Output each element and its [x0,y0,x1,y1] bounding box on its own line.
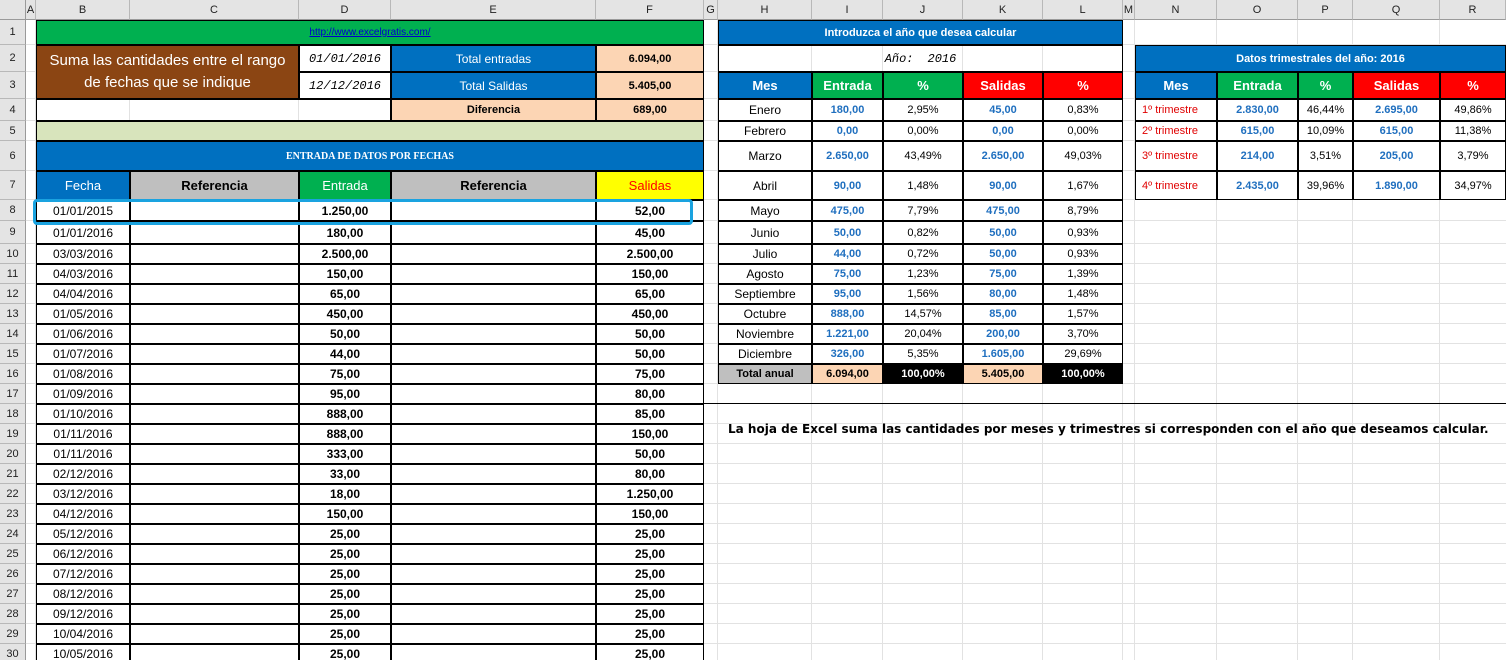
quarter-entrada[interactable]: 2.830,00 [1217,99,1298,121]
entry-amount-out[interactable]: 25,00 [596,564,704,584]
column-header[interactable]: M [1123,0,1135,20]
quarter-salidas-pct[interactable]: 49,86% [1440,99,1506,121]
title-cell[interactable]: Suma las cantidades entre el rango de fechas que se indique [36,45,299,99]
entry-amount-in[interactable]: 25,00 [299,624,391,644]
entry-ref-out[interactable] [391,304,596,324]
entry-date[interactable]: 10/05/2016 [36,644,130,660]
month-header-3[interactable]: Salidas [963,72,1043,99]
entry-date[interactable]: 08/12/2016 [36,584,130,604]
row-header[interactable]: 22 [0,484,26,504]
entry-ref-out[interactable] [391,284,596,304]
entry-amount-out[interactable]: 25,00 [596,524,704,544]
entry-header-3[interactable]: Referencia [391,171,596,200]
quarter-header-4[interactable]: % [1440,72,1506,99]
row-header[interactable]: 18 [0,404,26,424]
year-value[interactable]: 2016 [927,51,957,66]
row-header[interactable]: 16 [0,364,26,384]
entry-amount-out[interactable]: 80,00 [596,384,704,404]
month-entrada[interactable]: 180,00 [812,99,883,121]
column-header[interactable]: Q [1353,0,1440,20]
quarter-entrada-pct[interactable]: 39,96% [1298,171,1353,200]
row-header[interactable]: 6 [0,141,26,171]
entry-amount-in[interactable]: 33,00 [299,464,391,484]
entry-ref-out[interactable] [391,384,596,404]
entry-date[interactable]: 10/04/2016 [36,624,130,644]
entry-date[interactable]: 01/10/2016 [36,404,130,424]
column-header[interactable]: O [1217,0,1298,20]
note-text: La hoja de Excel suma las cantidades por meses y trimestres si corresponden con el año que deseamos calcular. [728,422,1489,436]
month-entrada[interactable]: 0,00 [812,121,883,141]
row-header[interactable]: 29 [0,624,26,644]
month-entrada[interactable]: 75,00 [812,264,883,284]
month-entrada-pct[interactable]: 2,95% [883,99,963,121]
month-name[interactable]: Diciembre [718,344,812,364]
entry-ref-in[interactable] [130,564,299,584]
month-salidas-pct[interactable]: 49,03% [1043,141,1123,171]
row-header[interactable]: 4 [0,99,26,121]
entry-date[interactable]: 09/12/2016 [36,604,130,624]
entry-date[interactable]: 04/12/2016 [36,504,130,524]
entry-date[interactable]: 04/04/2016 [36,284,130,304]
quarter-name[interactable]: 3º trimestre [1135,141,1217,171]
entry-title[interactable]: ENTRADA DE DATOS POR FECHAS [36,141,704,171]
row-header[interactable]: 10 [0,244,26,264]
row-header[interactable]: 30 [0,644,26,660]
entry-ref-in[interactable] [130,624,299,644]
month-entrada-pct[interactable]: 20,04% [883,324,963,344]
quarter-name[interactable]: 4º trimestre [1135,171,1217,200]
month-entrada[interactable]: 2.650,00 [812,141,883,171]
month-salidas[interactable]: 45,00 [963,99,1043,121]
entry-amount-in[interactable]: 50,00 [299,324,391,344]
quarter-salidas[interactable]: 615,00 [1353,121,1440,141]
entry-header-4[interactable]: Salidas [596,171,704,200]
month-salidas-pct[interactable]: 1,39% [1043,264,1123,284]
month-salidas[interactable]: 50,00 [963,221,1043,244]
month-salidas-pct[interactable]: 1,48% [1043,284,1123,304]
month-salidas[interactable]: 80,00 [963,284,1043,304]
month-entrada-pct[interactable]: 14,57% [883,304,963,324]
month-salidas-pct[interactable]: 0,93% [1043,221,1123,244]
entry-amount-in[interactable]: 150,00 [299,264,391,284]
column-header[interactable]: B [36,0,130,20]
entry-ref-out[interactable] [391,464,596,484]
month-salidas-pct[interactable]: 3,70% [1043,324,1123,344]
quarter-salidas[interactable]: 1.890,00 [1353,171,1440,200]
entry-date[interactable]: 06/12/2016 [36,544,130,564]
month-name[interactable]: Octubre [718,304,812,324]
total-salidas-label[interactable]: Total Salidas [391,72,596,99]
entry-ref-out[interactable] [391,624,596,644]
entry-amount-out[interactable]: 25,00 [596,584,704,604]
entry-date[interactable]: 07/12/2016 [36,564,130,584]
entry-header-0[interactable]: Fecha [36,171,130,200]
entry-amount-out[interactable]: 25,00 [596,544,704,564]
quarter-entrada-pct[interactable]: 46,44% [1298,99,1353,121]
month-name[interactable]: Febrero [718,121,812,141]
entry-ref-in[interactable] [130,464,299,484]
entry-ref-out[interactable] [391,504,596,524]
month-salidas[interactable]: 1.605,00 [963,344,1043,364]
entry-amount-out[interactable]: 150,00 [596,424,704,444]
date-from-field[interactable]: 01/01/2016 [299,45,391,72]
month-header-4[interactable]: % [1043,72,1123,99]
entry-date[interactable]: 04/03/2016 [36,264,130,284]
entry-amount-in[interactable]: 25,00 [299,564,391,584]
entry-ref-in[interactable] [130,384,299,404]
row-header[interactable]: 8 [0,200,26,221]
entry-date[interactable]: 01/07/2016 [36,344,130,364]
entry-ref-out[interactable] [391,564,596,584]
entry-ref-out[interactable] [391,404,596,424]
month-salidas[interactable]: 0,00 [963,121,1043,141]
quarter-entrada[interactable]: 615,00 [1217,121,1298,141]
row-header[interactable]: 23 [0,504,26,524]
row-header[interactable]: 26 [0,564,26,584]
entry-ref-in[interactable] [130,324,299,344]
row-header[interactable]: 3 [0,72,26,99]
month-header-1[interactable]: Entrada [812,72,883,99]
month-entrada-pct[interactable]: 7,79% [883,200,963,221]
entry-ref-in[interactable] [130,604,299,624]
entry-date[interactable]: 01/11/2016 [36,444,130,464]
column-header[interactable]: N [1135,0,1217,20]
month-name[interactable]: Noviembre [718,324,812,344]
entry-ref-in[interactable] [130,244,299,264]
empty-cell[interactable] [36,99,391,121]
entry-amount-out[interactable]: 52,00 [596,200,704,221]
entry-amount-in[interactable]: 25,00 [299,544,391,564]
entry-ref-in[interactable] [130,524,299,544]
month-salidas-pct[interactable]: 8,79% [1043,200,1123,221]
entry-ref-in[interactable] [130,584,299,604]
quarter-salidas-pct[interactable]: 11,38% [1440,121,1506,141]
quarter-header-1[interactable]: Entrada [1217,72,1298,99]
entry-amount-out[interactable]: 1.250,00 [596,484,704,504]
entry-amount-in[interactable]: 25,00 [299,604,391,624]
month-header-2[interactable]: % [883,72,963,99]
column-header[interactable]: G [704,0,718,20]
row-header[interactable]: 21 [0,464,26,484]
year-input[interactable] [718,45,1123,72]
month-entrada-pct[interactable]: 0,00% [883,121,963,141]
entry-date[interactable]: 03/12/2016 [36,484,130,504]
month-salidas[interactable]: 75,00 [963,264,1043,284]
column-header[interactable]: L [1043,0,1123,20]
entry-header-1[interactable]: Referencia [130,171,299,200]
column-header[interactable]: A [26,0,36,20]
entry-amount-in[interactable]: 25,00 [299,644,391,660]
entry-ref-in[interactable] [130,200,299,221]
entry-ref-in[interactable] [130,484,299,504]
month-salidas[interactable]: 200,00 [963,324,1043,344]
spacer-row[interactable] [36,121,704,141]
entry-amount-in[interactable]: 888,00 [299,404,391,424]
entry-amount-out[interactable]: 25,00 [596,604,704,624]
entry-ref-out[interactable] [391,644,596,660]
entry-ref-out[interactable] [391,364,596,384]
entry-ref-in[interactable] [130,404,299,424]
entry-amount-out[interactable]: 2.500,00 [596,244,704,264]
entry-date[interactable]: 01/11/2016 [36,424,130,444]
month-header-0[interactable]: Mes [718,72,812,99]
quarter-salidas-pct[interactable]: 34,97% [1440,171,1506,200]
quarter-entrada[interactable]: 214,00 [1217,141,1298,171]
column-header[interactable]: C [130,0,299,20]
total-salidas-value[interactable]: 5.405,00 [596,72,704,99]
month-salidas-pct[interactable]: 1,57% [1043,304,1123,324]
entry-amount-in[interactable]: 450,00 [299,304,391,324]
row-header[interactable]: 25 [0,544,26,564]
entry-ref-out[interactable] [391,444,596,464]
entry-ref-out[interactable] [391,484,596,504]
entry-amount-out[interactable]: 85,00 [596,404,704,424]
entry-amount-out[interactable]: 80,00 [596,464,704,484]
row-header[interactable]: 7 [0,171,26,200]
row-header[interactable]: 14 [0,324,26,344]
entry-ref-in[interactable] [130,424,299,444]
quarter-salidas-pct[interactable]: 3,79% [1440,141,1506,171]
entry-ref-out[interactable] [391,604,596,624]
entry-amount-in[interactable]: 150,00 [299,504,391,524]
entry-header-2[interactable]: Entrada [299,171,391,200]
entry-amount-out[interactable]: 75,00 [596,364,704,384]
column-header[interactable]: I [812,0,883,20]
annual-entrada-pct[interactable]: 100,00% [883,364,963,384]
year-prompt[interactable]: Introduzca el año que desea calcular [718,20,1123,45]
entry-date[interactable]: 03/03/2016 [36,244,130,264]
month-salidas-pct[interactable]: 1,67% [1043,171,1123,200]
row-header[interactable]: 5 [0,121,26,141]
diferencia-label[interactable]: Diferencia [391,99,596,121]
entry-ref-in[interactable] [130,544,299,564]
total-entradas-label[interactable]: Total entradas [391,45,596,72]
quarter-entrada[interactable]: 2.435,00 [1217,171,1298,200]
month-entrada[interactable]: 888,00 [812,304,883,324]
column-header[interactable]: H [718,0,812,20]
quarter-name[interactable]: 2º trimestre [1135,121,1217,141]
select-all-corner[interactable] [0,0,26,20]
entry-amount-out[interactable]: 150,00 [596,504,704,524]
quarter-title[interactable]: Datos trimestrales del año: 2016 [1135,45,1506,72]
quarter-name[interactable]: 1º trimestre [1135,99,1217,121]
row-header[interactable]: 11 [0,264,26,284]
annual-salidas[interactable]: 5.405,00 [963,364,1043,384]
month-salidas-pct[interactable]: 0,93% [1043,244,1123,264]
month-salidas-pct[interactable]: 0,83% [1043,99,1123,121]
entry-amount-in[interactable]: 2.500,00 [299,244,391,264]
quarter-header-0[interactable]: Mes [1135,72,1217,99]
diferencia-value[interactable]: 689,00 [596,99,704,121]
entry-ref-in[interactable] [130,504,299,524]
month-salidas[interactable]: 2.650,00 [963,141,1043,171]
entry-amount-out[interactable]: 45,00 [596,221,704,244]
annual-entrada[interactable]: 6.094,00 [812,364,883,384]
column-header[interactable]: K [963,0,1043,20]
entry-amount-in[interactable]: 75,00 [299,364,391,384]
entry-ref-in[interactable] [130,644,299,660]
entry-ref-in[interactable] [130,264,299,284]
entry-ref-out[interactable] [391,324,596,344]
entry-amount-in[interactable]: 95,00 [299,384,391,404]
month-name[interactable]: Enero [718,99,812,121]
entry-ref-in[interactable] [130,364,299,384]
entry-ref-out[interactable] [391,200,596,221]
entry-ref-in[interactable] [130,304,299,324]
entry-ref-out[interactable] [391,221,596,244]
entry-amount-out[interactable]: 450,00 [596,304,704,324]
entry-amount-out[interactable]: 25,00 [596,644,704,660]
entry-date[interactable]: 01/01/2015 [36,200,130,221]
entry-ref-out[interactable] [391,544,596,564]
month-entrada-pct[interactable]: 43,49% [883,141,963,171]
date-to-field[interactable]: 12/12/2016 [299,72,391,99]
month-entrada-pct[interactable]: 1,56% [883,284,963,304]
month-name[interactable]: Junio [718,221,812,244]
month-entrada[interactable]: 90,00 [812,171,883,200]
separator-line [704,403,1506,404]
entry-amount-in[interactable]: 888,00 [299,424,391,444]
entry-amount-in[interactable]: 25,00 [299,524,391,544]
month-entrada-pct[interactable]: 0,72% [883,244,963,264]
entry-ref-out[interactable] [391,264,596,284]
row-header[interactable]: 17 [0,384,26,404]
annual-salidas-pct[interactable]: 100,00% [1043,364,1123,384]
month-name[interactable]: Septiembre [718,284,812,304]
quarter-salidas[interactable]: 205,00 [1353,141,1440,171]
row-header[interactable]: 28 [0,604,26,624]
entry-date[interactable]: 01/08/2016 [36,364,130,384]
entry-amount-out[interactable]: 25,00 [596,624,704,644]
entry-amount-out[interactable]: 65,00 [596,284,704,304]
entry-date[interactable]: 01/06/2016 [36,324,130,344]
annual-label[interactable]: Total anual [718,364,812,384]
month-entrada[interactable]: 1.221,00 [812,324,883,344]
row-header[interactable]: 13 [0,304,26,324]
month-entrada-pct[interactable]: 1,48% [883,171,963,200]
month-salidas[interactable]: 90,00 [963,171,1043,200]
month-salidas[interactable]: 475,00 [963,200,1043,221]
entry-amount-in[interactable]: 44,00 [299,344,391,364]
total-entradas-value[interactable]: 6.094,00 [596,45,704,72]
month-entrada[interactable]: 50,00 [812,221,883,244]
quarter-header-3[interactable]: Salidas [1353,72,1440,99]
row-header[interactable]: 24 [0,524,26,544]
column-header[interactable]: J [883,0,963,20]
column-header[interactable]: F [596,0,704,20]
entry-ref-out[interactable] [391,424,596,444]
month-name[interactable]: Julio [718,244,812,264]
entry-ref-out[interactable] [391,524,596,544]
quarter-entrada-pct[interactable]: 3,51% [1298,141,1353,171]
entry-date[interactable]: 02/12/2016 [36,464,130,484]
row-header[interactable]: 20 [0,444,26,464]
year-label: Año: [884,51,914,66]
entry-ref-in[interactable] [130,344,299,364]
month-entrada[interactable]: 95,00 [812,284,883,304]
entry-date[interactable]: 05/12/2016 [36,524,130,544]
entry-amount-in[interactable]: 18,00 [299,484,391,504]
month-salidas[interactable]: 85,00 [963,304,1043,324]
entry-amount-in[interactable]: 333,00 [299,444,391,464]
month-entrada[interactable]: 475,00 [812,200,883,221]
entry-date[interactable]: 01/09/2016 [36,384,130,404]
row-header[interactable]: 12 [0,284,26,304]
entry-amount-out[interactable]: 150,00 [596,264,704,284]
row-header[interactable]: 1 [0,20,26,45]
month-entrada-pct[interactable]: 0,82% [883,221,963,244]
month-salidas[interactable]: 50,00 [963,244,1043,264]
entry-ref-out[interactable] [391,584,596,604]
column-header[interactable]: R [1440,0,1506,20]
column-header[interactable]: E [391,0,596,20]
quarter-header-2[interactable]: % [1298,72,1353,99]
month-name[interactable]: Agosto [718,264,812,284]
column-header[interactable]: P [1298,0,1353,20]
month-name[interactable]: Marzo [718,141,812,171]
entry-amount-out[interactable]: 50,00 [596,444,704,464]
entry-ref-in[interactable] [130,221,299,244]
entry-date[interactable]: 01/01/2016 [36,221,130,244]
entry-date[interactable]: 01/05/2016 [36,304,130,324]
month-salidas-pct[interactable]: 0,00% [1043,121,1123,141]
quarter-salidas[interactable]: 2.695,00 [1353,99,1440,121]
entry-amount-out[interactable]: 50,00 [596,344,704,364]
month-entrada[interactable]: 326,00 [812,344,883,364]
entry-amount-out[interactable]: 50,00 [596,324,704,344]
entry-amount-in[interactable]: 25,00 [299,584,391,604]
row-header[interactable]: 19 [0,424,26,444]
row-header[interactable]: 9 [0,221,26,244]
month-entrada[interactable]: 44,00 [812,244,883,264]
column-header[interactable]: D [299,0,391,20]
row-header[interactable]: 27 [0,584,26,604]
entry-amount-in[interactable]: 180,00 [299,221,391,244]
month-entrada-pct[interactable]: 5,35% [883,344,963,364]
month-entrada-pct[interactable]: 1,23% [883,264,963,284]
month-salidas-pct[interactable]: 29,69% [1043,344,1123,364]
month-name[interactable]: Mayo [718,200,812,221]
entry-ref-out[interactable] [391,344,596,364]
entry-amount-in[interactable]: 1.250,00 [299,200,391,221]
entry-ref-out[interactable] [391,244,596,264]
month-name[interactable]: Abril [718,171,812,200]
row-header[interactable]: 15 [0,344,26,364]
entry-ref-in[interactable] [130,444,299,464]
entry-ref-in[interactable] [130,284,299,304]
link-cell[interactable]: http://www.excelgratis.com/ [36,20,704,45]
quarter-entrada-pct[interactable]: 10,09% [1298,121,1353,141]
row-header[interactable]: 2 [0,45,26,72]
entry-amount-in[interactable]: 65,00 [299,284,391,304]
